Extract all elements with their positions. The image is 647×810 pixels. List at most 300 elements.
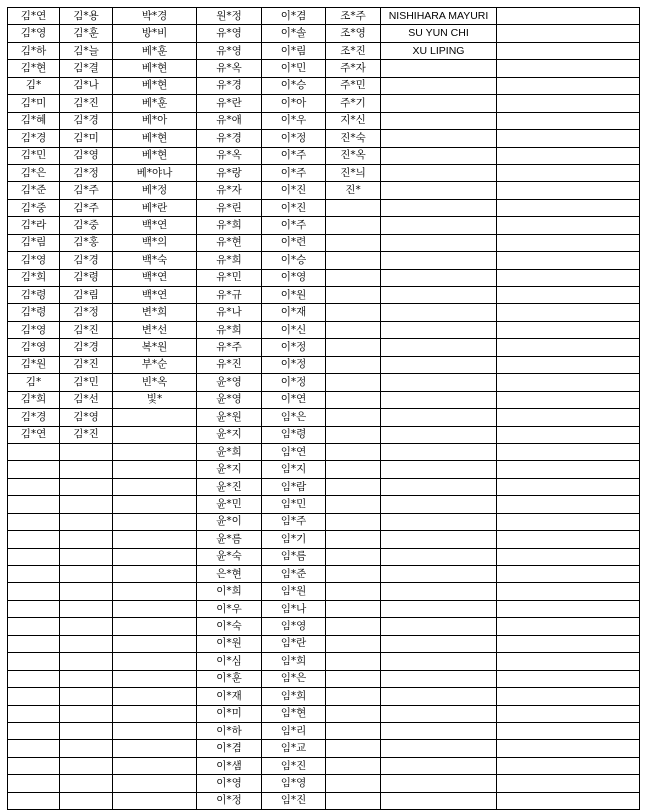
name-cell	[381, 199, 497, 216]
name-cell: 유*나	[197, 304, 262, 321]
name-cell	[381, 600, 497, 617]
name-cell: 진*늬	[326, 164, 381, 181]
name-cell	[497, 409, 640, 426]
name-cell	[113, 566, 197, 583]
name-cell: 임*나	[262, 600, 326, 617]
name-cell: 유*영	[197, 42, 262, 59]
name-cell	[381, 443, 497, 460]
name-cell: 이*원	[197, 635, 262, 652]
name-cell: 임*람	[262, 478, 326, 495]
name-cell: 윤*원	[197, 409, 262, 426]
table-row	[8, 321, 640, 338]
table-row	[8, 635, 640, 652]
name-cell	[326, 653, 381, 670]
table-row	[8, 339, 640, 356]
table-row	[8, 461, 640, 478]
name-cell	[381, 513, 497, 530]
name-cell: 김*연	[8, 426, 60, 443]
name-cell: 임*현	[262, 705, 326, 722]
name-cell	[381, 496, 497, 513]
name-cell	[326, 461, 381, 478]
name-cell	[60, 531, 113, 548]
name-cell	[113, 496, 197, 513]
name-cell: 주*민	[326, 77, 381, 94]
name-cell: 유*란	[197, 95, 262, 112]
name-cell: 김*영	[8, 321, 60, 338]
name-cell	[113, 757, 197, 774]
table-row	[8, 356, 640, 373]
name-cell	[60, 775, 113, 792]
name-cell: 김*영	[8, 252, 60, 269]
name-cell: 빛*	[113, 391, 197, 408]
name-cell: 김*영	[8, 339, 60, 356]
name-cell	[8, 792, 60, 809]
name-cell: 진*숙	[326, 130, 381, 147]
table-row	[8, 478, 640, 495]
name-cell: 임*란	[262, 635, 326, 652]
name-cell: 김*령	[8, 287, 60, 304]
table-row	[8, 740, 640, 757]
name-cell: 김*중	[8, 199, 60, 216]
name-cell: 주*기	[326, 95, 381, 112]
name-cell: 윤*영	[197, 391, 262, 408]
name-cell	[497, 25, 640, 42]
name-cell	[8, 461, 60, 478]
name-cell	[8, 600, 60, 617]
name-cell: 베*훈	[113, 42, 197, 59]
name-cell: 김*경	[60, 252, 113, 269]
name-cell	[60, 757, 113, 774]
name-cell	[381, 461, 497, 478]
table-row	[8, 600, 640, 617]
name-cell: 이*민	[262, 60, 326, 77]
name-cell: 유*민	[197, 269, 262, 286]
name-cell	[113, 443, 197, 460]
name-cell	[8, 513, 60, 530]
name-cell: 김*림	[60, 287, 113, 304]
name-cell	[497, 199, 640, 216]
name-cell: 이*신	[262, 321, 326, 338]
name-cell: 변*희	[113, 304, 197, 321]
name-cell: 유*주	[197, 339, 262, 356]
name-cell: 김*늘	[60, 42, 113, 59]
name-cell	[381, 688, 497, 705]
name-cell	[326, 287, 381, 304]
name-cell	[326, 269, 381, 286]
table-row	[8, 374, 640, 391]
name-cell	[381, 409, 497, 426]
name-cell: 김*	[8, 374, 60, 391]
name-cell	[113, 600, 197, 617]
name-cell	[60, 635, 113, 652]
name-cell: 김*경	[60, 339, 113, 356]
name-cell	[60, 548, 113, 565]
table-row	[8, 252, 640, 269]
name-cell	[381, 653, 497, 670]
name-cell: 유*린	[197, 199, 262, 216]
name-cell	[497, 548, 640, 565]
name-cell	[497, 391, 640, 408]
name-cell	[60, 461, 113, 478]
name-cell: 김*은	[8, 164, 60, 181]
name-cell	[381, 775, 497, 792]
name-cell	[381, 548, 497, 565]
name-cell	[497, 164, 640, 181]
name-cell: 베*야나	[113, 164, 197, 181]
name-cell	[497, 269, 640, 286]
name-cell: 유*옥	[197, 147, 262, 164]
name-cell	[381, 217, 497, 234]
name-cell	[113, 548, 197, 565]
name-cell	[60, 566, 113, 583]
name-cell	[113, 688, 197, 705]
name-cell: 이*정	[197, 792, 262, 809]
name-cell	[8, 705, 60, 722]
table-row	[8, 705, 640, 722]
name-cell: 이*샘	[197, 757, 262, 774]
name-cell: 백*숙	[113, 252, 197, 269]
name-cell: 윤*이	[197, 513, 262, 530]
name-cell	[497, 653, 640, 670]
name-cell: 이*정	[262, 374, 326, 391]
name-cell	[113, 635, 197, 652]
name-cell	[326, 792, 381, 809]
name-cell: 원*정	[197, 8, 262, 25]
name-cell	[60, 705, 113, 722]
name-cell	[497, 531, 640, 548]
name-cell: 김*영	[60, 147, 113, 164]
name-cell: NISHIHARA MAYURI	[381, 8, 497, 25]
name-cell: 김*용	[60, 8, 113, 25]
name-cell: 김*훈	[60, 25, 113, 42]
name-cell: 김*하	[8, 42, 60, 59]
name-cell: 유*희	[197, 217, 262, 234]
table-row	[8, 182, 640, 199]
name-cell: 임*희	[262, 688, 326, 705]
name-cell	[8, 618, 60, 635]
name-cell: 김*진	[60, 356, 113, 373]
name-cell: 복*원	[113, 339, 197, 356]
table-row	[8, 130, 640, 147]
name-cell	[497, 374, 640, 391]
table-row	[8, 234, 640, 251]
name-cell	[497, 775, 640, 792]
name-cell	[113, 583, 197, 600]
name-cell: 조*진	[326, 42, 381, 59]
name-cell: 진*옥	[326, 147, 381, 164]
name-cell	[381, 374, 497, 391]
name-cell	[497, 496, 640, 513]
name-cell: 윤*숙	[197, 548, 262, 565]
name-cell: 김*희	[8, 391, 60, 408]
name-cell	[381, 635, 497, 652]
name-cell: 유*자	[197, 182, 262, 199]
name-cell: 유*영	[197, 25, 262, 42]
name-cell: 이*영	[197, 775, 262, 792]
name-cell: 김*희	[8, 269, 60, 286]
name-cell	[326, 548, 381, 565]
name-cell	[381, 252, 497, 269]
name-cell: 윤*희	[197, 443, 262, 460]
name-cell	[8, 548, 60, 565]
name-cell	[497, 670, 640, 687]
name-cell	[497, 600, 640, 617]
name-cell: 지*신	[326, 112, 381, 129]
name-cell: 윤*지	[197, 426, 262, 443]
name-cell	[497, 77, 640, 94]
name-cell: 이*정	[262, 356, 326, 373]
name-cell: 베*훈	[113, 95, 197, 112]
name-cell: 윤*민	[197, 496, 262, 513]
name-cell: 김*민	[60, 374, 113, 391]
name-cell	[60, 688, 113, 705]
name-cell	[381, 566, 497, 583]
name-cell: 이*훈	[197, 670, 262, 687]
name-cell: 이*주	[262, 164, 326, 181]
name-cell	[8, 566, 60, 583]
name-cell	[497, 478, 640, 495]
name-cell: 이*승	[262, 77, 326, 94]
name-cell	[113, 722, 197, 739]
name-cell: 유*현	[197, 234, 262, 251]
name-cell: 이*련	[262, 234, 326, 251]
name-cell	[326, 583, 381, 600]
name-cell	[497, 112, 640, 129]
name-cell: 은*현	[197, 566, 262, 583]
name-cell: 베*현	[113, 130, 197, 147]
name-cell: 유*경	[197, 77, 262, 94]
name-cell	[381, 304, 497, 321]
name-cell: 김*현	[8, 60, 60, 77]
name-cell	[497, 147, 640, 164]
name-cell: 이*재	[197, 688, 262, 705]
name-cell: 베*현	[113, 147, 197, 164]
name-cell: 김*경	[8, 130, 60, 147]
name-cell	[497, 217, 640, 234]
table-row	[8, 688, 640, 705]
name-cell	[381, 722, 497, 739]
name-cell: 김*중	[60, 217, 113, 234]
table-row	[8, 548, 640, 565]
name-cell	[381, 112, 497, 129]
name-cell: 유*경	[197, 130, 262, 147]
name-cell	[113, 792, 197, 809]
name-cell	[326, 496, 381, 513]
name-cell: 임*준	[262, 566, 326, 583]
name-cell	[113, 705, 197, 722]
name-cell: 김*연	[8, 8, 60, 25]
name-cell: 방*비	[113, 25, 197, 42]
name-cell	[8, 653, 60, 670]
name-cell: 김*림	[8, 234, 60, 251]
name-cell	[326, 635, 381, 652]
name-cell	[497, 792, 640, 809]
name-cell: 임*은	[262, 409, 326, 426]
name-cell	[60, 513, 113, 530]
name-cell: 유*희	[197, 321, 262, 338]
name-cell	[497, 252, 640, 269]
name-cell	[381, 287, 497, 304]
name-cell	[381, 147, 497, 164]
name-cell	[113, 426, 197, 443]
name-cell: 부*순	[113, 356, 197, 373]
name-cell	[497, 182, 640, 199]
name-cell	[497, 42, 640, 59]
name-cell	[8, 478, 60, 495]
name-cell	[326, 531, 381, 548]
name-cell: 임*진	[262, 792, 326, 809]
name-cell	[381, 339, 497, 356]
name-cell	[497, 356, 640, 373]
name-cell	[8, 583, 60, 600]
name-cell: XU LIPING	[381, 42, 497, 59]
name-cell	[497, 757, 640, 774]
table-row	[8, 513, 640, 530]
name-cell	[113, 670, 197, 687]
name-cell: SU YUN CHI	[381, 25, 497, 42]
name-cell	[60, 722, 113, 739]
name-cell	[381, 356, 497, 373]
name-cell: 김*	[8, 77, 60, 94]
name-cell	[497, 722, 640, 739]
name-cell	[497, 740, 640, 757]
name-cell: 김*홍	[60, 234, 113, 251]
name-cell: 이*재	[262, 304, 326, 321]
name-cell	[113, 461, 197, 478]
name-cell: 윤*영	[197, 374, 262, 391]
name-cell	[113, 531, 197, 548]
table-row	[8, 112, 640, 129]
name-cell	[326, 688, 381, 705]
name-cell	[497, 60, 640, 77]
table-row	[8, 792, 640, 809]
table-row	[8, 531, 640, 548]
name-cell: 김*경	[8, 409, 60, 426]
name-cell	[8, 740, 60, 757]
name-cell: 이*우	[197, 600, 262, 617]
table-row	[8, 95, 640, 112]
table-row	[8, 618, 640, 635]
name-cell	[497, 705, 640, 722]
table-row	[8, 60, 640, 77]
name-cell: 베*현	[113, 77, 197, 94]
name-cell	[381, 95, 497, 112]
name-cell	[326, 618, 381, 635]
table-row	[8, 42, 640, 59]
name-cell	[381, 478, 497, 495]
name-cell	[381, 740, 497, 757]
name-cell	[381, 60, 497, 77]
name-cell	[326, 304, 381, 321]
name-cell	[497, 304, 640, 321]
name-cell: 김*주	[60, 199, 113, 216]
table-row	[8, 77, 640, 94]
name-cell	[113, 740, 197, 757]
name-cell	[326, 600, 381, 617]
name-cell	[60, 740, 113, 757]
name-list-body	[8, 8, 640, 810]
name-cell	[381, 77, 497, 94]
name-cell	[497, 443, 640, 460]
name-cell	[497, 287, 640, 304]
name-cell	[326, 757, 381, 774]
name-cell	[381, 164, 497, 181]
name-cell: 백*연	[113, 287, 197, 304]
name-cell	[113, 478, 197, 495]
name-cell: 김*경	[60, 112, 113, 129]
name-cell: 베*현	[113, 60, 197, 77]
name-cell: 임*연	[262, 443, 326, 460]
name-cell: 이*진	[262, 182, 326, 199]
name-cell	[381, 705, 497, 722]
name-cell: 임*민	[262, 496, 326, 513]
name-cell	[60, 583, 113, 600]
name-cell: 진*	[326, 182, 381, 199]
name-cell	[60, 600, 113, 617]
table-row	[8, 496, 640, 513]
name-cell	[381, 321, 497, 338]
name-cell: 이*숙	[197, 618, 262, 635]
name-cell	[326, 775, 381, 792]
name-cell	[326, 426, 381, 443]
table-row	[8, 287, 640, 304]
name-cell: 김*민	[8, 147, 60, 164]
name-cell	[113, 409, 197, 426]
name-cell: 임*리	[262, 722, 326, 739]
name-cell	[381, 531, 497, 548]
name-cell: 김*선	[60, 391, 113, 408]
name-cell	[497, 583, 640, 600]
name-cell: 백*연	[113, 269, 197, 286]
name-cell	[8, 443, 60, 460]
name-cell: 윤*름	[197, 531, 262, 548]
name-cell: 이*심	[197, 653, 262, 670]
name-cell	[497, 8, 640, 25]
name-cell: 이*정	[262, 130, 326, 147]
name-cell: 베*란	[113, 199, 197, 216]
name-cell	[326, 391, 381, 408]
name-cell	[326, 234, 381, 251]
name-cell	[381, 182, 497, 199]
table-row	[8, 8, 640, 25]
name-cell: 이*영	[262, 269, 326, 286]
name-cell: 이*겸	[262, 8, 326, 25]
name-cell	[497, 688, 640, 705]
name-cell: 이*림	[262, 42, 326, 59]
name-cell: 김*령	[60, 269, 113, 286]
table-row	[8, 164, 640, 181]
name-cell	[497, 635, 640, 652]
name-cell: 김*나	[60, 77, 113, 94]
name-cell	[497, 95, 640, 112]
name-cell: 김*영	[60, 409, 113, 426]
name-cell: 베*정	[113, 182, 197, 199]
name-cell: 김*준	[8, 182, 60, 199]
name-cell: 유*애	[197, 112, 262, 129]
name-cell: 주*자	[326, 60, 381, 77]
name-cell: 유*진	[197, 356, 262, 373]
table-row	[8, 25, 640, 42]
name-cell: 김*원	[8, 356, 60, 373]
table-row	[8, 757, 640, 774]
table-row	[8, 269, 640, 286]
name-cell: 조*영	[326, 25, 381, 42]
name-cell	[326, 705, 381, 722]
name-cell	[326, 374, 381, 391]
name-cell	[113, 653, 197, 670]
name-cell	[326, 339, 381, 356]
name-cell: 김*미	[60, 130, 113, 147]
